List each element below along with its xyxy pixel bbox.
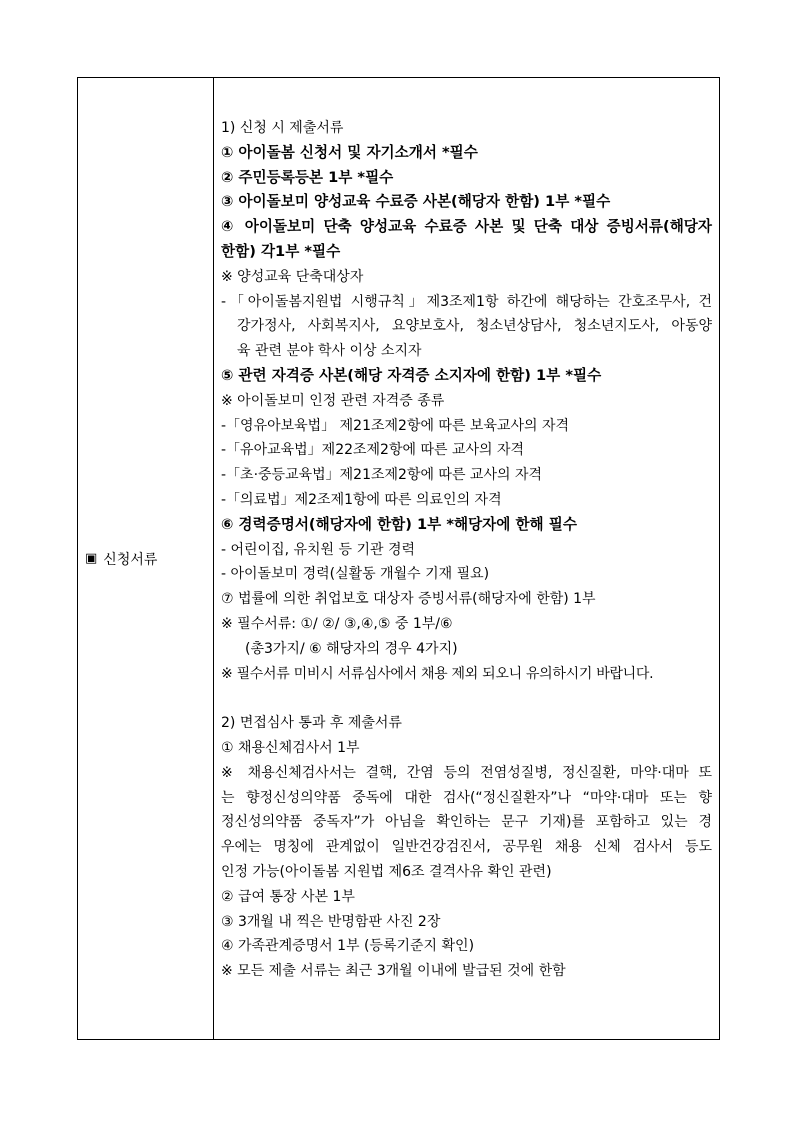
section1-line: ⑥ 경력증명서(해당자에 한함) 1부 *해당자에 한해 필수 [221,515,577,533]
section2-line: ③ 3개월 내 찍은 반명함판 사진 2장 [221,913,441,930]
section1-line: ※ 아이돌보미 인정 관련 자격증 종류 [221,392,445,409]
section1-line: 한함) 각1부 *필수 [221,242,341,260]
section1-line: ⑦ 법률에 의한 취업보호 대상자 증빙서류(해당자에 한함) 1부 [221,591,596,608]
section1-line: ① 아이돌봄 신청서 및 자기소개서 *필수 [221,143,478,161]
section1-line: -「유아교육법」제22조제2항에 따른 교사의 자격 [221,442,525,459]
table-row [78,78,720,1040]
section2-line: 우에는 명칭에 관계없이 일반건강검진서, 공무원 채용 신체 검사서 등도 [221,839,712,856]
section1-line: -「의료법」제2조제1항에 따른 의료인의 자격 [221,491,502,508]
row-label-cell [78,78,214,1040]
section1-line: - 아이돌보미 경력(실활동 개월수 기재 필요) [221,566,490,583]
section1-line: ※ 필수서류: ①/ ②/ ③,④,⑤ 중 1부/⑥ [221,615,453,632]
section2-line: 정신성의약품 중독자”가 아님을 확인하는 문구 기재)를 포함하고 있는 경 [221,814,712,831]
section2-line: 는 향정신성의약품 중독에 대한 검사(“정신질환자”나 “마약·대마 또는 향 [221,789,712,806]
section1-line: (총3가지/ ⑥ 해당자의 경우 4가지) [245,640,458,657]
section2-line: ④ 가족관계증명서 1부 (등록기준지 확인) [221,938,475,955]
section-gap [221,686,712,711]
section1-line: ⑤ 관련 자격증 사본(해당 자격증 소지자에 한함) 1부 *필수 [221,366,602,384]
section2-title: 2) 면접심사 통과 후 제출서류 [221,715,402,732]
section1-line: 육 관련 분야 학사 이상 소지자 [237,343,422,360]
section2-line: ② 급여 통장 사본 1부 [221,888,355,905]
section2-line: ※ 채용신체검사서는 결핵, 간염 등의 전염성질병, 정신질환, 마약·대마 또 [221,764,712,781]
section1-line: ※ 필수서류 미비시 서류심사에서 채용 제외 되오니 유의하시기 바랍니다. [221,665,654,682]
section1-line: - 어린이집, 유치원 등 기관 경력 [221,541,416,558]
checkbox-square-icon: ▣ [85,551,98,566]
section1-line: ③ 아이돌보미 양성교육 수료증 사본(해당자 한함) 1부 *필수 [221,193,611,211]
section1-line: 강가정사, 사회복지사, 요양보호사, 청소년상담사, 청소년지도사, 아동양 [237,318,712,335]
section1-title: 1) 신청 시 제출서류 [221,120,344,136]
section2-list [221,736,712,984]
documents-content [214,78,719,984]
section2-line: ※ 모든 제출 서류는 최근 3개월 이내에 발급된 것에 한함 [221,963,566,980]
row-label-text: 신청서류 [103,551,158,568]
section2-line: ① 채용신체검사서 1부 [221,739,360,756]
section1-line: ④ 아이돌보미 단축 양성교육 수료증 사본 및 단축 대상 증빙서류(해당자 [221,218,712,236]
row-content-cell [214,78,720,1040]
row-label [78,549,213,569]
section1-list [221,141,712,687]
section2-line: 인정 가능(아이돌봄 지원법 제6조 결격사유 확인 관련) [221,863,552,880]
section1-line: ※ 양성교육 단축대상자 [221,268,364,285]
section1-line: ② 주민등록등본 1부 *필수 [221,168,394,186]
section1-line: -「영유아보육법」 제21조제2항에 따른 보육교사의 자격 [221,417,570,434]
application-documents-table [77,77,720,1040]
section1-line: -「아이돌봄지원법 시행규칙」제3조제1항 하간에 해당하는 간호조무사, 건 [221,293,712,310]
section1-line: -「초·중등교육법」제21조제2항에 따른 교사의 자격 [221,467,543,484]
